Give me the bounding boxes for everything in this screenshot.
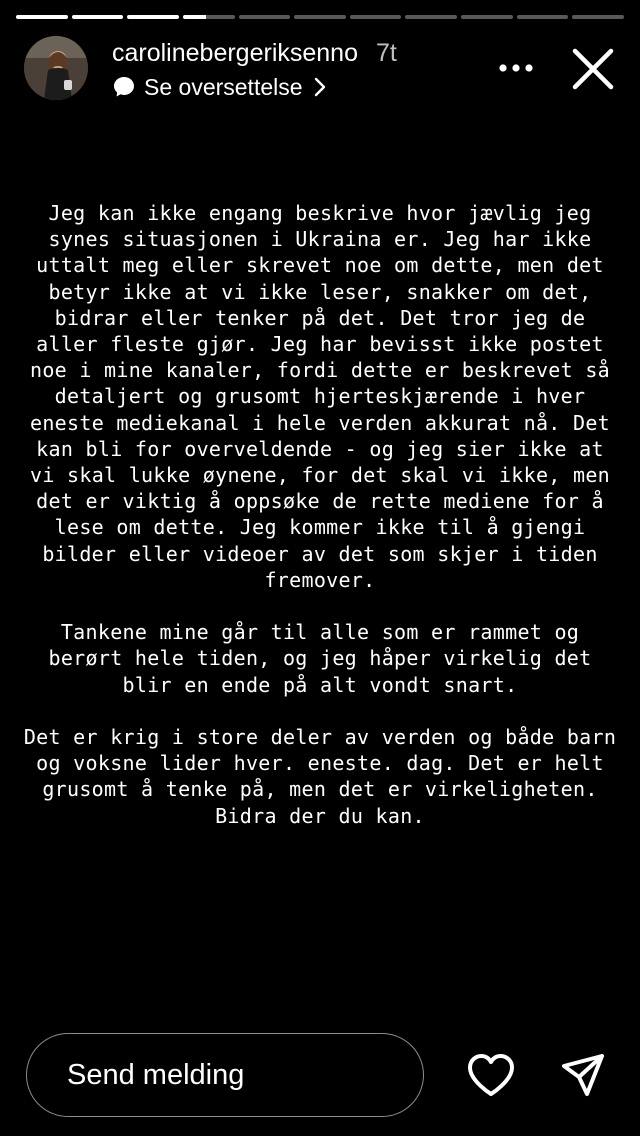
story-progress-segment [127, 15, 179, 19]
see-translation-link[interactable] [112, 73, 397, 101]
see-translation-label: Se oversettelse [144, 74, 303, 100]
avatar[interactable] [24, 36, 88, 100]
story-progress-segment [16, 15, 68, 19]
chevron-right-icon [313, 76, 327, 98]
story-progress-segment [72, 15, 124, 19]
heart-icon[interactable] [466, 1052, 516, 1098]
send-icon[interactable] [560, 1052, 606, 1098]
story-paragraph-3: Det er krig i store deler av verden og både barn og voksne lider hver. eneste. dag. Det er helt grusomt å tenke på, men det er virkeligheten. Bidra der du kan. [23, 725, 617, 828]
more-horizontal-icon[interactable] [498, 58, 534, 78]
story-paragraph-1: Jeg kan ikke engang beskrive hvor jævlig jeg synes situasjonen i Ukraina er. Jeg har ikke uttalt meg eller skrevet noe om dette, men det betyr ikke at vi ikke leser, snakker om det, bidrar eller tenker på det. Det tror jeg de aller fleste gjør. Jeg har bevisst ikke postet noe i mine kanaler, fordi dette er beskrevet så detaljert og grusomt hjerteskjærende i hver eneste mediekanal i hele verden akkurat nå. Det kan bli for overveldende - og jeg sier ikke at vi skal lukke øynene, for det skal vi ikke, men det er viktig å oppsøke de rette mediene for å lese om dette. Jeg kommer ikke til å gjengi bilder eller videoer av det som skjer i tiden fremover. [29, 201, 611, 592]
story-text [20, 200, 620, 855]
story-header [24, 36, 616, 102]
story-progress-segment [350, 15, 402, 19]
story-progress-segment [517, 15, 569, 19]
username[interactable]: carolinebergeriksenno [112, 39, 358, 67]
speech-bubble-icon [112, 75, 136, 99]
story-progress-segment [183, 15, 235, 19]
story-paragraph-2: Tankene mine går til alle som er rammet og berørt hele tiden, og jeg håper virkelig det blir en ende på alt vondt snart. [48, 620, 592, 697]
story-progress-segment [239, 15, 291, 19]
story-progress-segment [294, 15, 346, 19]
send-message-placeholder: Send melding [67, 1058, 245, 1091]
story-progress-segment [405, 15, 457, 19]
story-time: 7t [375, 39, 397, 67]
story-progress-segment [461, 15, 513, 19]
close-icon[interactable] [570, 46, 616, 92]
send-message-input[interactable] [26, 1033, 424, 1117]
story-progress-bar [16, 15, 624, 19]
story-progress-segment [572, 15, 624, 19]
